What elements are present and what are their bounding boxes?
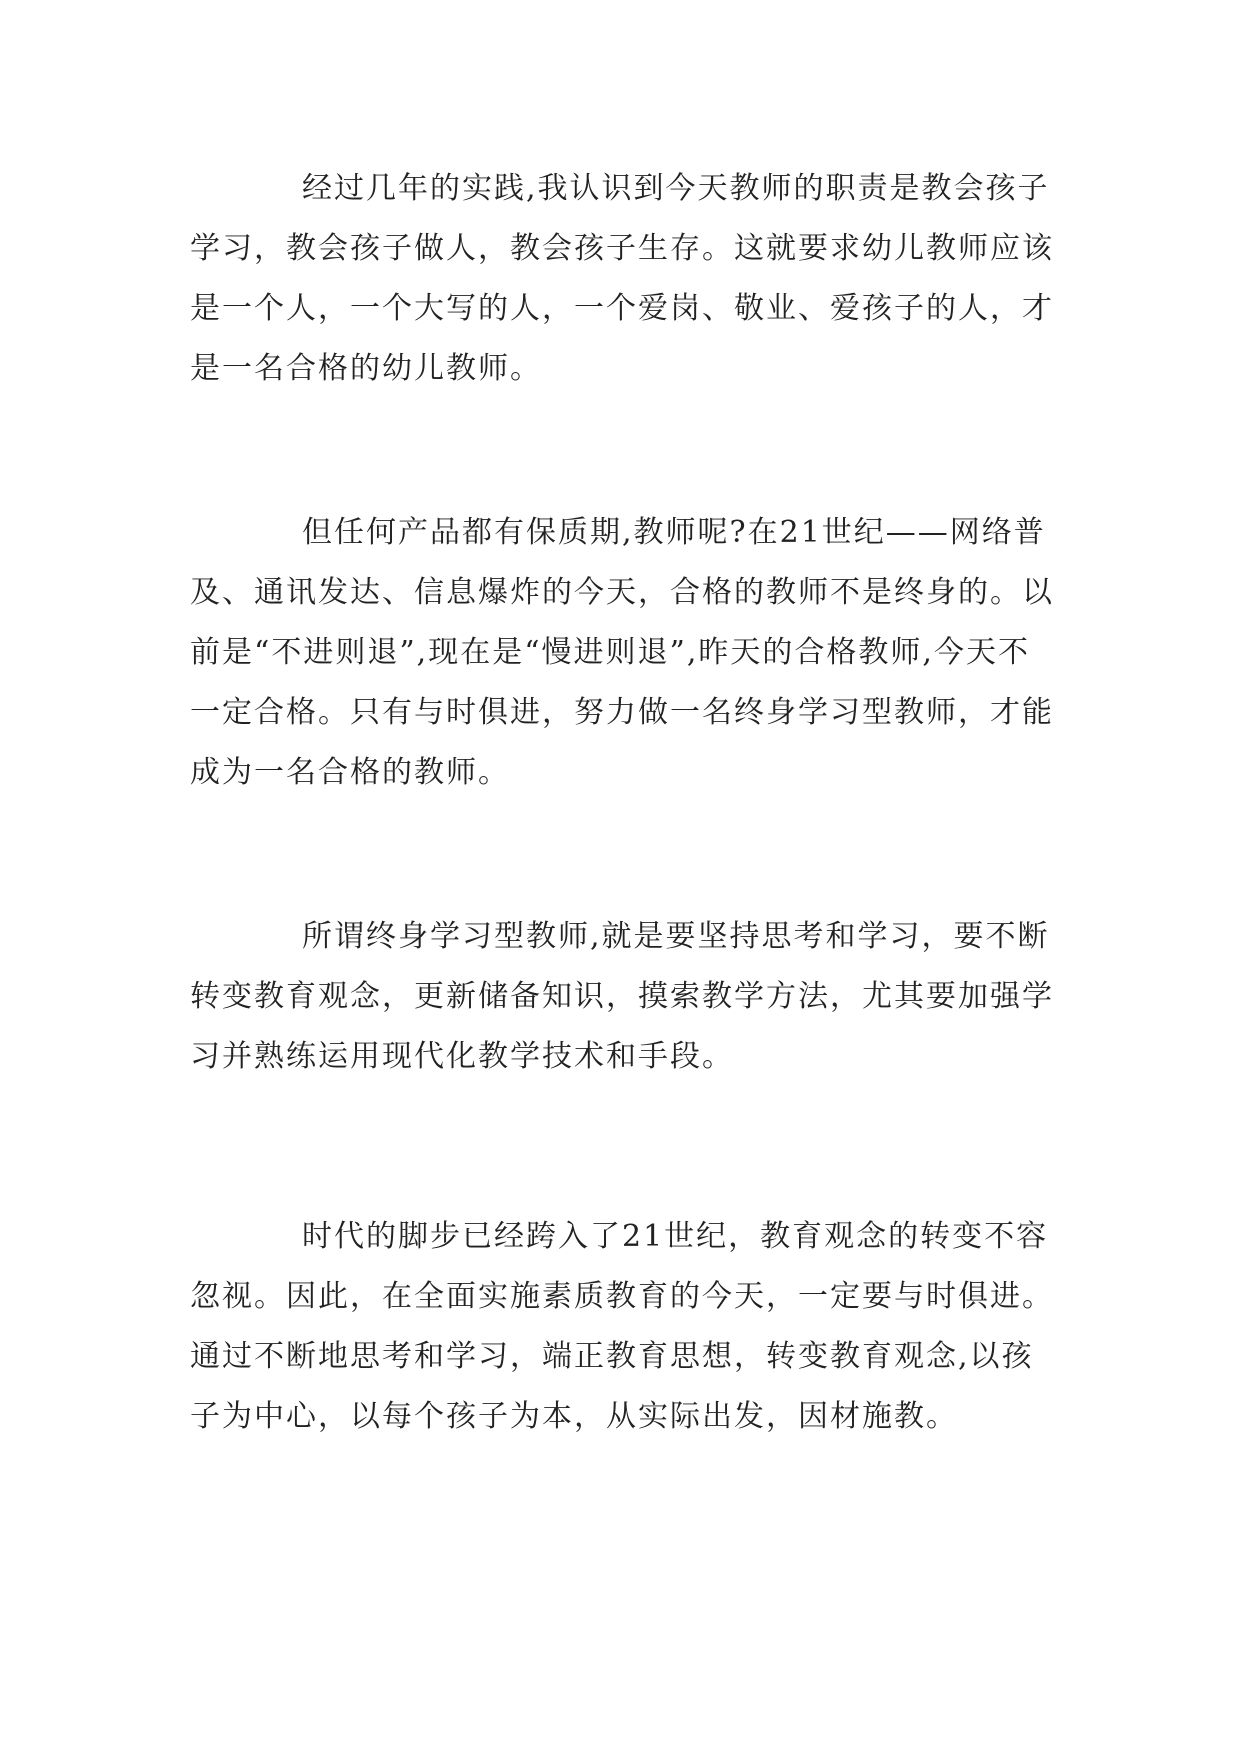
- paragraph-1: 经过几年的实践,我认识到今天教师的职责是教会孩子学习，教会孩子做人，教会孩子生存。这就要求幼儿教师应该是一个人，一个大写的人，一个爱岗、敬业、爱孩子的人，才是一名合格的幼儿教师。: [190, 171, 1054, 386]
- paragraph-3: 所谓终身学习型教师,就是要坚持思考和学习，要不断转变教育观念，更新储备知识，摸索教学方法，尤其要加强学习并熟练运用现代化教学技术和手段。: [190, 919, 1054, 1074]
- paragraph-2: 但任何产品都有保质期,教师呢?在21世纪——网络普及、通讯发达、信息爆炸的今天，合格的教师不是终身的。以前是“不进则退”,现在是“慢进则退”,昨天的合格教师,今天不一定合格。只有与时俱进，努力做一名终身学习型教师，才能成为一名合格的教师。: [190, 515, 1054, 790]
- paragraph-4: 时代的脚步已经跨入了21世纪，教育观念的转变不容忽视。因此，在全面实施素质教育的今天，一定要与时俱进。通过不断地思考和学习，端正教育思想，转变教育观念,以孩子为中心，以每个孩子为本，从实际出发，因材施教。: [190, 1219, 1054, 1434]
